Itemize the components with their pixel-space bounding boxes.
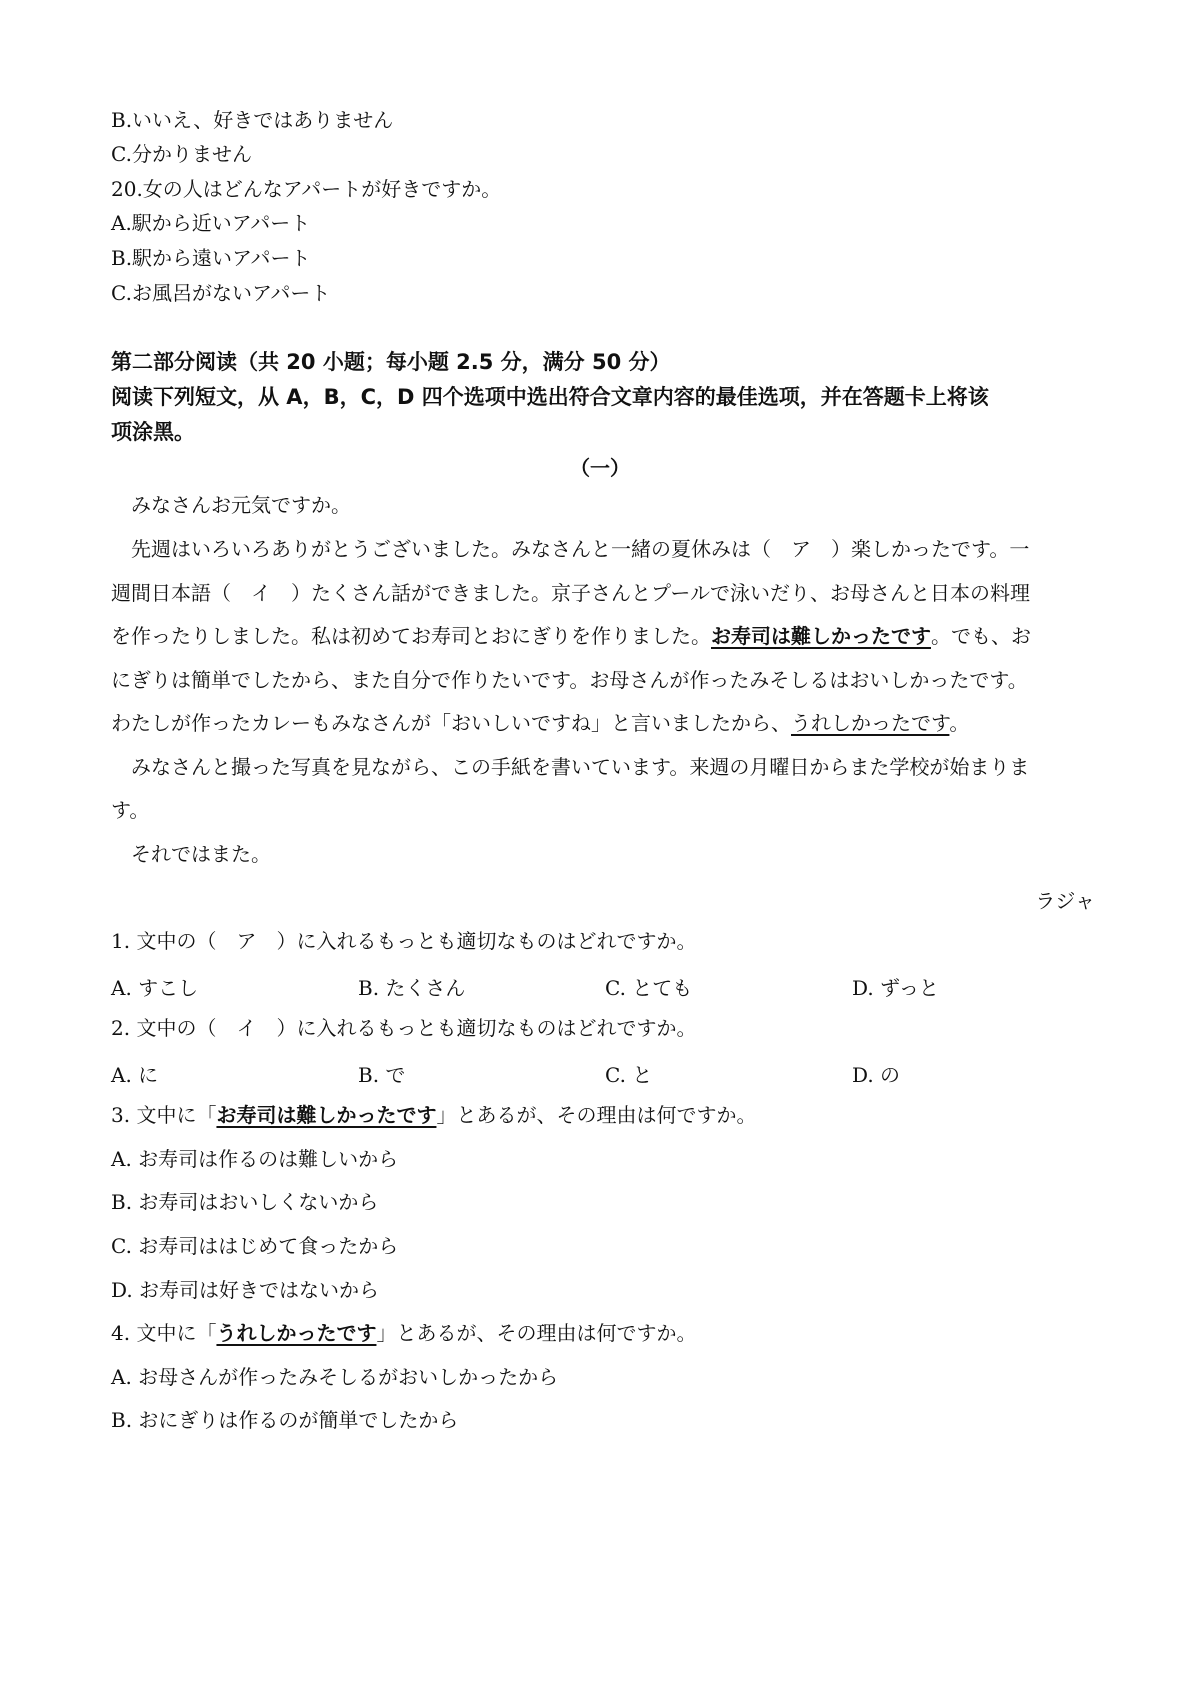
q2-option-b: B. で bbox=[358, 1063, 406, 1087]
passage-line: みなさんと撮った写真を見ながら、この手紙を書いています。来週の月曜日からまた学校が始まりま bbox=[131, 755, 1030, 779]
passage-line: にぎりは簡単でしたから、また自分で作りたいです。お母さんが作ったみそしるはおいしかったです。 bbox=[111, 668, 1028, 692]
underlined-phrase-sushi: お寿司は難しかったです bbox=[711, 624, 931, 648]
section-instruction-cont: 项涂黑。 bbox=[111, 420, 195, 444]
passage-signature: ラジャ bbox=[1035, 889, 1095, 913]
section-instruction: 阅读下列短文，从 A，B，C，D 四个选项中选出符合文章内容的最佳选项，并在答题卡上将该 bbox=[111, 385, 989, 409]
listening-line: B.いいえ、好きではありません bbox=[111, 108, 394, 132]
q1-option-a: A. すこし bbox=[111, 976, 199, 1000]
listening-line: B.駅から遠いアパート bbox=[111, 246, 311, 270]
q3-option-a: A. お寿司は作るのは難しいから bbox=[111, 1147, 399, 1171]
passage-line: す。 bbox=[111, 798, 150, 822]
passage-greeting: みなさんお元気ですか。 bbox=[131, 493, 351, 517]
passage-line: 週間日本語（ イ ）たくさん話ができました。京子さんとプールで泳いだり、お母さんと日本の料理 bbox=[111, 581, 1030, 605]
q3-option-b: B. お寿司はおいしくないから bbox=[111, 1190, 379, 1214]
question-1: 1. 文中の（ ア ）に入れるもっとも適切なものはどれですか。 bbox=[111, 929, 697, 953]
q3-option-c: C. お寿司ははじめて食ったから bbox=[111, 1234, 399, 1258]
passage-line: 先週はいろいろありがとうございました。みなさんと一緒の夏休みは（ ア ）楽しかったです。一 bbox=[131, 537, 1030, 561]
q3-option-d: D. お寿司は好きではないから bbox=[111, 1278, 380, 1302]
listening-question-20: 20.女の人はどんなアパートが好きですか。 bbox=[111, 177, 502, 201]
q4-option-b: B. おにぎりは作るのが簡単でしたから bbox=[111, 1408, 459, 1432]
passage-number: （一） bbox=[570, 456, 630, 480]
question-3: 3. 文中に「お寿司は難しかったです」とあるが、その理由は何ですか。 bbox=[111, 1103, 757, 1127]
question-4: 4. 文中に「うれしかったです」とあるが、その理由は何ですか。 bbox=[111, 1321, 697, 1345]
q1-option-c: C. とても bbox=[605, 976, 693, 1000]
passage-closing: それではまた。 bbox=[131, 842, 271, 866]
listening-line: C.分かりません bbox=[111, 142, 252, 166]
q1-option-b: B. たくさん bbox=[358, 976, 466, 1000]
passage-line: を作ったりしました。私は初めてお寿司とおにぎりを作りました。お寿司は難しかったです。でも、お bbox=[111, 624, 1031, 648]
listening-line: C.お風呂がないアパート bbox=[111, 281, 331, 305]
q2-option-a: A. に bbox=[111, 1063, 159, 1087]
q2-option-c: C. と bbox=[605, 1063, 653, 1087]
passage-line: わたしが作ったカレーもみなさんが「おいしいですね」と言いましたから、うれしかったです。 bbox=[111, 711, 970, 735]
underlined-phrase-ureshikatta: うれしかったです bbox=[791, 711, 950, 735]
underlined-phrase-q4: うれしかったです bbox=[216, 1321, 377, 1345]
underlined-phrase-q3: お寿司は難しかったです bbox=[216, 1103, 437, 1127]
listening-line: A.駅から近いアパート bbox=[111, 211, 311, 235]
section-title: 第二部分阅读（共 20 小题；每小题 2.5 分，满分 50 分） bbox=[111, 350, 671, 374]
q4-option-a: A. お母さんが作ったみそしるがおいしかったから bbox=[111, 1365, 559, 1389]
question-2: 2. 文中の（ イ ）に入れるもっとも適切なものはどれですか。 bbox=[111, 1016, 697, 1040]
q2-option-d: D. の bbox=[852, 1063, 901, 1087]
q1-option-d: D. ずっと bbox=[852, 976, 939, 1000]
